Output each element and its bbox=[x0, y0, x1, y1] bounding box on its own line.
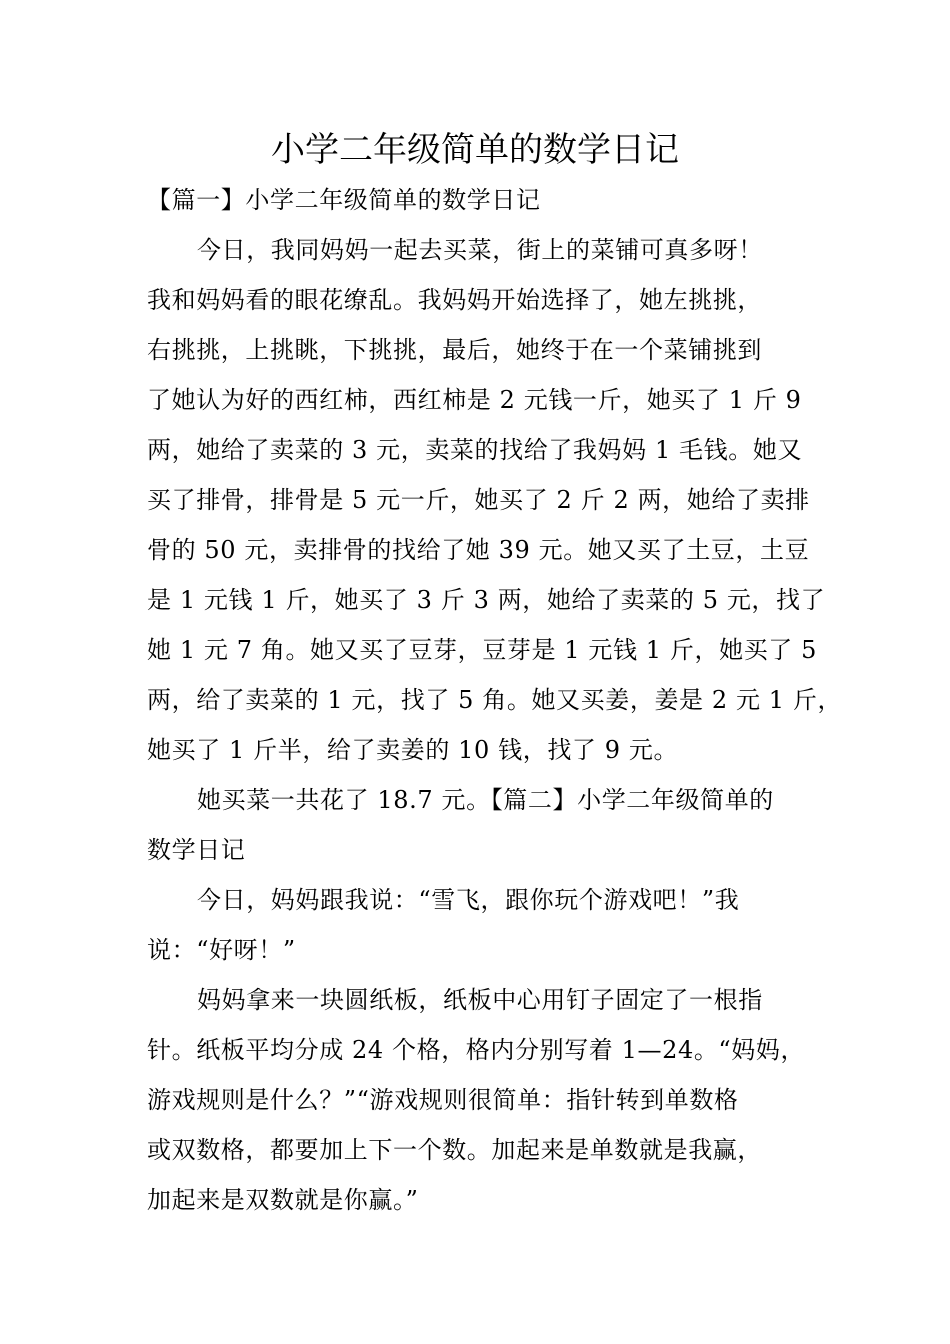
paragraph-line: 今日，妈妈跟我说：“雪飞，跟你玩个游戏吧！”我 bbox=[197, 886, 740, 914]
paragraph-line: 数学日记 bbox=[147, 836, 246, 864]
paragraph-line: 了她认为好的西红柿，西红柿是 2 元钱一斤，她买了 1 斤 9 bbox=[147, 386, 802, 414]
paragraph-line: 妈妈拿来一块圆纸板，纸板中心用钉子固定了一根指 bbox=[197, 986, 763, 1014]
paragraph-line: 买了排骨，排骨是 5 元一斤，她买了 2 斤 2 两，她给了卖排 bbox=[147, 486, 810, 514]
paragraph-line: 两，给了卖菜的 1 元，找了 5 角。她又买姜，姜是 2 元 1 斤， bbox=[147, 686, 843, 714]
paragraph-line: 说：“好呀！” bbox=[147, 936, 296, 964]
paragraph-line: 她买菜一共花了 18.7 元。【篇二】小学二年级简单的 bbox=[197, 786, 774, 814]
document-title: 小学二年级简单的数学日记 bbox=[271, 130, 679, 170]
paragraph-line: 两，她给了卖菜的 3 元，卖菜的找给了我妈妈 1 毛钱。她又 bbox=[147, 436, 803, 464]
paragraph-line: 右挑挑，上挑眺，下挑挑，最后，她终于在一个菜铺挑到 bbox=[147, 336, 762, 364]
paragraph-line: 或双数格，都要加上下一个数。加起来是单数就是我赢， bbox=[147, 1136, 762, 1164]
paragraph-line: 加起来是双数就是你赢。” bbox=[147, 1186, 419, 1214]
paragraph-line: 她 1 元 7 角。她又买了豆芽，豆芽是 1 元钱 1 斤，她买了 5 bbox=[147, 636, 818, 664]
paragraph-line: 是 1 元钱 1 斤，她买了 3 斤 3 两，她给了卖菜的 5 元，找了 bbox=[147, 586, 826, 614]
paragraph-line: 她买了 1 斤半，给了卖姜的 10 钱，找了 9 元。 bbox=[147, 736, 679, 764]
paragraph-line: 我和妈妈看的眼花缭乱。我妈妈开始选择了，她左挑挑， bbox=[147, 286, 762, 314]
section-heading: 【篇一】小学二年级简单的数学日记 bbox=[147, 186, 541, 214]
paragraph-line: 针。纸板平均分成 24 个格，格内分别写着 1—24。“妈妈， bbox=[147, 1036, 806, 1064]
paragraph-line: 今日，我同妈妈一起去买菜，街上的菜铺可真多呀！ bbox=[197, 236, 763, 264]
paragraph-line: 游戏规则是什么？”“游戏规则很简单：指针转到单数格 bbox=[147, 1086, 739, 1114]
paragraph-line: 骨的 50 元，卖排骨的找给了她 39 元。她又买了土豆，土豆 bbox=[147, 536, 810, 564]
